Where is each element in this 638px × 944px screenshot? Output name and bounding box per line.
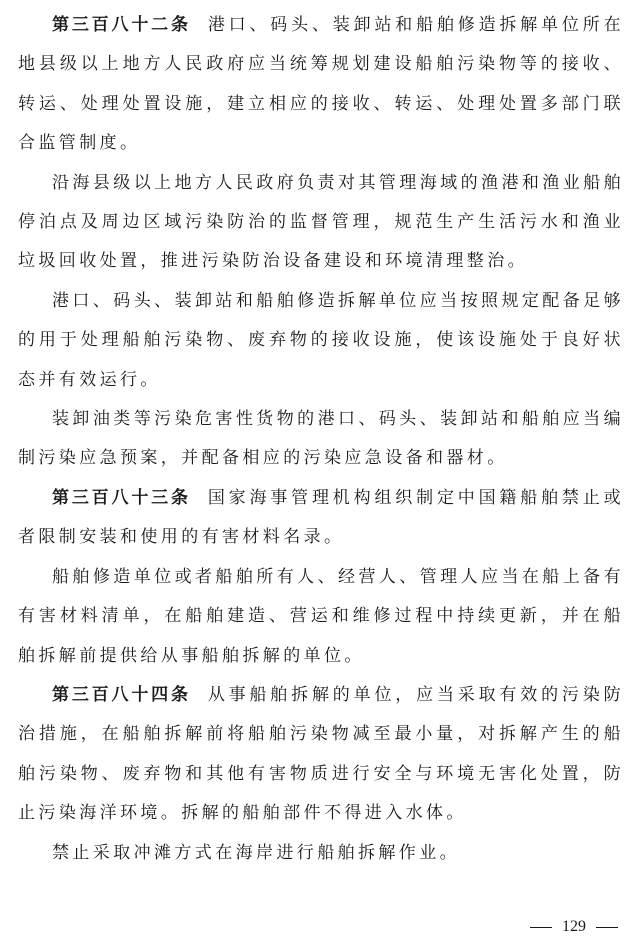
paragraph-384-2: 禁止采取冲滩方式在海岸进行船舶拆解作业。 <box>52 842 460 863</box>
page-footer <box>530 918 618 936</box>
footer-dash-right <box>596 927 618 928</box>
article-number: 第三百八十三条 <box>52 487 191 508</box>
paragraph-text: 从事船舶拆解的单位，应当采取有效的污染防治措施，在船舶拆解前将船舶污染物减至最小量，对拆解产生的船舶污染物、废弃物和其他有害物质进行安全与环境无害化处置，防止污染海洋环境。拆解的船舶部件不得进入水体。 <box>18 684 624 824</box>
page-number: 129 <box>562 918 586 935</box>
footer-dash-left <box>530 927 552 928</box>
paragraph-382-2: 沿海县级以上地方人民政府负责对其管理海域的渔港和渔业船舶停泊点及周边区域污染防治的监督管理，规范生产生活污水和渔业垃圾回收处置，推进污染防治设备建设和环境清理整治。 <box>18 172 624 272</box>
paragraph-383-2: 船舶修造单位或者船舶所有人、经营人、管理人应当在船上备有有害材料清单，在船舶建造、营运和维修过程中持续更新，并在船舶拆解前提供给从事船舶拆解的单位。 <box>18 566 624 666</box>
paragraph-382-3: 港口、码头、装卸站和船舶修造拆解单位应当按照规定配备足够的用于处理船舶污染物、废弃物的接收设施，使该设施处于良好状态并有效运行。 <box>18 290 624 390</box>
paragraph-382-4: 装卸油类等污染危害性货物的港口、码头、装卸站和船舶应当编制污染应急预案，并配备相应的污染应急设备和器材。 <box>18 409 624 469</box>
paragraph-384-1 <box>18 676 624 834</box>
article-number: 第三百八十四条 <box>52 684 191 705</box>
document-body <box>18 6 624 873</box>
paragraph-383-1 <box>18 479 624 558</box>
article-number: 第三百八十二条 <box>52 15 191 35</box>
paragraph-382-1 <box>18 6 624 164</box>
paragraph-text: 港口、码头、装卸站和船舶修造拆解单位所在地县级以上地方人民政府应当统筹规划建设船舶污染物等的接收、转运、处理处置设施，建立相应的接收、转运、处理处置多部门联合监管制度。 <box>18 15 624 154</box>
paragraph-text: 国家海事管理机构组织制定中国籍船舶禁止或者限制安装和使用的有害材料名录。 <box>18 487 624 548</box>
